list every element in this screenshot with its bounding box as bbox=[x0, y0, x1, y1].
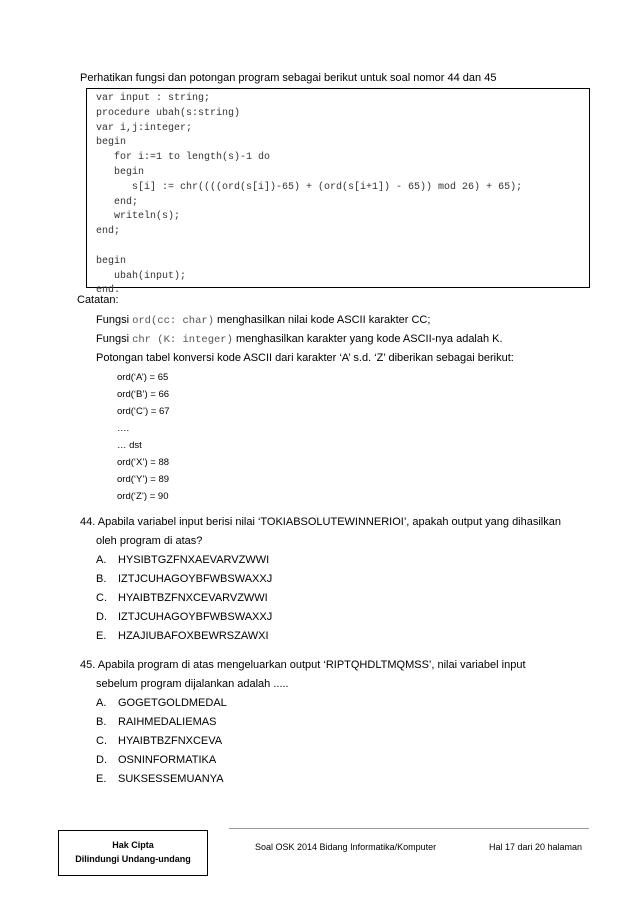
q45-text-cont: sebelum program dijalankan adalah ..... bbox=[96, 678, 289, 690]
option-letter: B. bbox=[96, 716, 107, 728]
note-chr-prefix: Fungsi bbox=[96, 333, 133, 345]
footer-page-number: Hal 17 dari 20 halaman bbox=[489, 842, 583, 852]
code-lines bbox=[96, 92, 522, 299]
code-line bbox=[96, 240, 522, 255]
code-line: begin bbox=[96, 166, 145, 178]
code-line: for i:=1 to length(s)-1 do bbox=[96, 152, 271, 164]
note-chr-suffix: menghasilkan karakter yang kode ASCII-nya adalah K. bbox=[232, 333, 503, 345]
option-letter: C. bbox=[96, 592, 107, 604]
code-line: end. bbox=[96, 285, 121, 297]
option-text: HYSIBTGZFNXAEVARVZWWI bbox=[118, 554, 270, 566]
option-text: HZAJIUBAFOXBEWRSZAWXI bbox=[118, 630, 269, 642]
footer-divider bbox=[229, 828, 589, 829]
option-letter: A. bbox=[96, 697, 107, 709]
note-chr-code: chr (K: integer) bbox=[132, 334, 233, 346]
intro-text: Perhatikan fungsi dan potongan program sebagai berikut untuk soal nomor 44 dan 45 bbox=[80, 72, 497, 84]
ord-table-row: ord(‘B’) = 66 bbox=[117, 389, 170, 400]
footer-source: Soal OSK 2014 Bidang Informatika/Komputer bbox=[255, 842, 437, 852]
code-line: s[i] := chr((((ord(s[i])-65) + (ord(s[i+1]) - 65)) mod 26) + 65); bbox=[96, 181, 523, 193]
option-text: SUKSESSEMUANYA bbox=[118, 773, 224, 785]
ord-table-row: …. bbox=[117, 423, 130, 434]
code-line: writeln(s); bbox=[96, 211, 181, 223]
q45-text: 45. Apabila program di atas mengeluarkan output ‘RIPTQHDLTMQMSS’, nilai variabel input bbox=[80, 659, 526, 671]
code-line: procedure ubah(s:string) bbox=[96, 107, 241, 119]
code-line: var input : string; bbox=[96, 93, 211, 104]
q45-option bbox=[96, 754, 216, 766]
code-line: end; bbox=[96, 196, 139, 208]
q44-option bbox=[96, 630, 269, 642]
ord-table-row: … dst bbox=[117, 440, 142, 451]
ord-table-row: ord(‘Y’) = 89 bbox=[117, 474, 170, 485]
code-line: begin bbox=[96, 137, 127, 149]
q44-option bbox=[96, 573, 272, 585]
code-line: end; bbox=[96, 226, 121, 238]
q44-option bbox=[96, 611, 272, 623]
q45-option bbox=[96, 735, 222, 747]
code-line: var i,j:integer; bbox=[96, 122, 193, 134]
option-text: RAIHMEDALIEMAS bbox=[118, 716, 217, 728]
code-block bbox=[86, 88, 590, 297]
ord-table-row: ord(‘A’) = 65 bbox=[117, 372, 169, 383]
option-letter: E. bbox=[96, 773, 107, 785]
q44-option bbox=[96, 554, 269, 566]
copyright-line2: Dilindungi Undang-undang bbox=[75, 854, 191, 864]
option-text: OSNINFORMATIKA bbox=[118, 754, 217, 766]
note-table-intro: Potongan tabel konversi kode ASCII dari karakter ‘A’ s.d. ‘Z’ diberikan sebagai berikut: bbox=[96, 352, 514, 364]
q44-text-cont: oleh program di atas? bbox=[96, 535, 203, 547]
q44-option bbox=[96, 592, 268, 604]
ord-table-row: ord(‘X’) = 88 bbox=[117, 457, 170, 468]
q45-option bbox=[96, 773, 224, 785]
note-chr bbox=[96, 333, 503, 346]
option-letter: D. bbox=[96, 754, 107, 766]
option-text: IZTJCUHAGOYBFWBSWAXXJ bbox=[118, 573, 273, 585]
note-ord bbox=[96, 314, 430, 327]
ord-table-row: ord(‘Z’) = 90 bbox=[117, 491, 169, 502]
q44-text: 44. Apabila variabel input berisi nilai ‘TOKIABSOLUTEWINNERIOI’, apakah output yang dihasilkan bbox=[80, 516, 561, 528]
note-ord-prefix: Fungsi bbox=[96, 314, 133, 326]
note-ord-suffix: menghasilkan nilai kode ASCII karakter CC; bbox=[214, 314, 431, 326]
option-letter: A. bbox=[96, 554, 107, 566]
copyright-box bbox=[58, 830, 208, 876]
code-line: ubah(input); bbox=[96, 270, 187, 282]
option-text: IZTJCUHAGOYBFWBSWAXXJ bbox=[118, 611, 273, 623]
option-letter: B. bbox=[96, 573, 107, 585]
notes-title: Catatan: bbox=[77, 294, 119, 306]
option-letter: E. bbox=[96, 630, 107, 642]
option-letter: C. bbox=[96, 735, 107, 747]
option-text: GOGETGOLDMEDAL bbox=[118, 697, 227, 709]
option-text: HYAIBTBZFNXCEVARVZWWI bbox=[118, 592, 268, 604]
ord-table-row: ord(‘C’) = 67 bbox=[117, 406, 170, 417]
note-ord-code: ord(cc: char) bbox=[132, 315, 214, 327]
q45-option bbox=[96, 716, 216, 728]
option-text: HYAIBTBZFNXCEVA bbox=[118, 735, 223, 747]
code-line: begin bbox=[96, 255, 127, 267]
copyright-line1: Hak Cipta bbox=[112, 840, 154, 850]
q45-option bbox=[96, 697, 227, 709]
option-letter: D. bbox=[96, 611, 107, 623]
